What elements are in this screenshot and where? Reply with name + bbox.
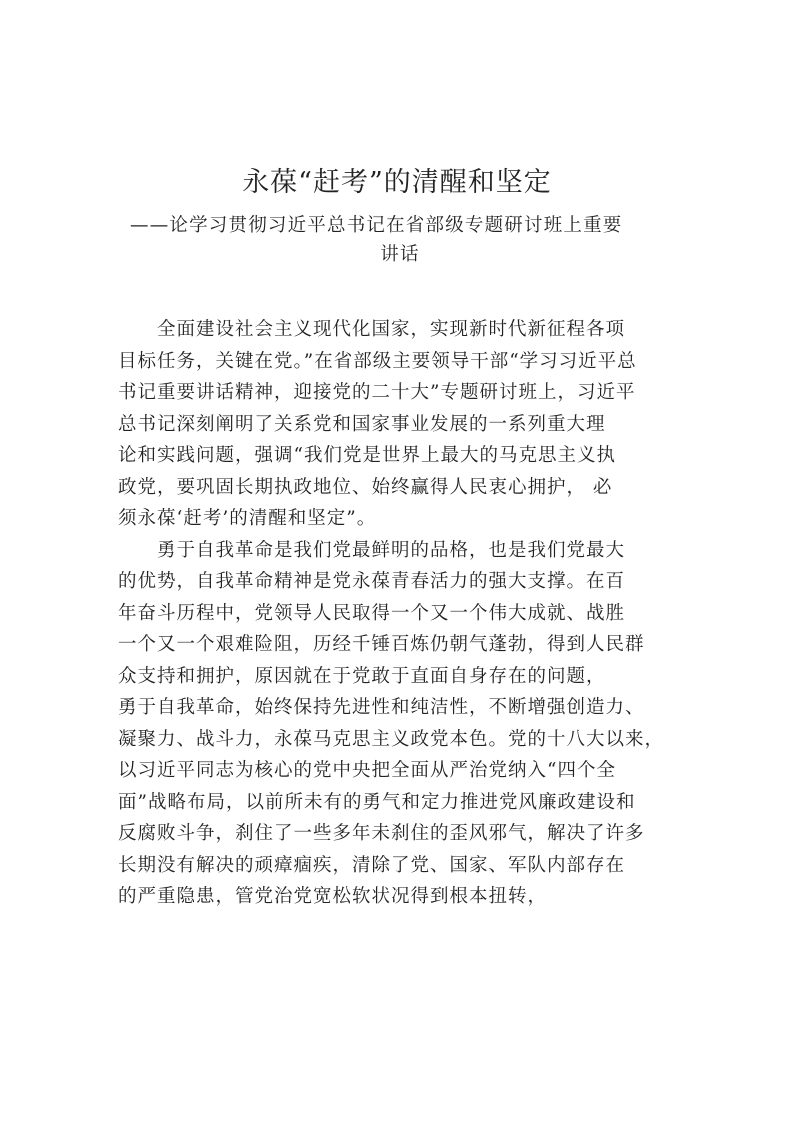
text-line: 一个又一个艰难险阻，历经千锤百炼仍朝气蓬勃，得到人民群 [118, 634, 645, 655]
text-line: 须永葆‘赶考’的清醒和坚定”。 [118, 508, 377, 529]
text-line: 目标任务，关键在党。”在省部级主要领导干部“学习习近平总 [118, 350, 637, 372]
text-line: 全面建设社会主义现代化国家，实现新时代新征程各项 [118, 319, 626, 340]
paragraph-1 [118, 314, 698, 535]
document-body [118, 314, 698, 913]
subtitle-line-1: ——论学习贯彻习近平总书记在省部级专题研讨班上重要 [130, 215, 623, 236]
text-line: 的优势，自我革命精神是党永葆青春活力的强大支撑。在百 [118, 571, 626, 592]
text-line: 长期没有解决的顽瘴痼疾，清除了党、国家、军队内部存在 [118, 854, 626, 876]
text-line: 的严重隐患，管党治党宽松软状况得到根本扭转， [118, 886, 548, 907]
document-subtitle [130, 212, 670, 268]
text-line: 以习近平同志为核心的党中央把全面从严治党纳入“四个全 [118, 760, 616, 781]
text-line: 反腐败斗争，刹住了一些多年未刹住的歪风邪气，解决了许多 [118, 823, 645, 844]
text-line: 凝聚力、战斗力，永葆马克思主义政党本色。党的十八大以来， [118, 728, 665, 750]
text-line: 总书记深刻阐明了关系党和国家事业发展的一系列重大理 [118, 413, 606, 435]
subtitle-line-2: 讲话 [380, 244, 420, 265]
text-line: 年奋斗历程中，党领导人民取得一个又一个伟大成就、战胜 [118, 602, 626, 624]
text-line: 政党，要巩固长期执政地位、始终赢得人民衷心拥护， 必 [118, 476, 613, 498]
text-line: 勇于自我革命，始终保持先进性和纯洁性，不断增强创造力、 [118, 697, 645, 718]
text-line: 书记重要讲话精神，迎接党的二十大”专题研讨班上，习近平 [118, 382, 636, 403]
text-line: 众支持和拥护，原因就在于党敢于直面自身存在的问题， [118, 665, 606, 687]
paragraph-2 [118, 535, 698, 913]
text-line: 勇于自我革命是我们党最鲜明的品格，也是我们党最大 [118, 539, 626, 561]
document-title: 永葆“赶考”的清醒和坚定 [242, 167, 552, 198]
text-line: 面”战略布局，以前所未有的勇气和定力推进党风廉政建设和 [118, 791, 636, 813]
text-line: 论和实践问题，强调“我们党是世界上最大的马克思主义执 [118, 445, 616, 466]
